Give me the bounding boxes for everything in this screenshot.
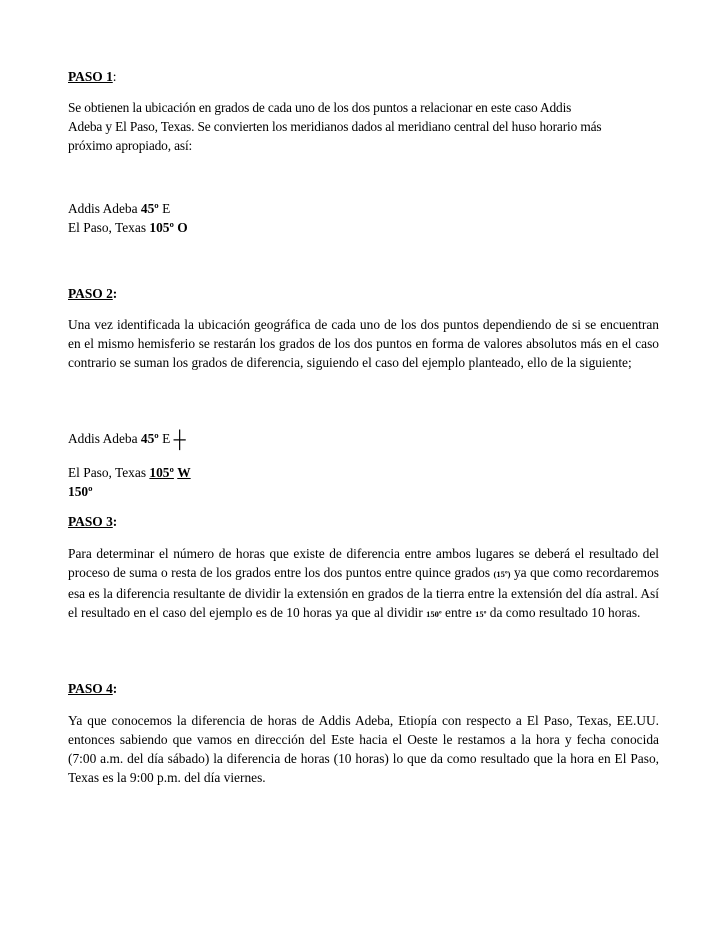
coord-place: El Paso, Texas: [68, 220, 150, 235]
paso4-title: [68, 679, 659, 698]
paso1-paragraph-line: Se obtienen la ubicación en grados de cada uno de los dos puntos a relacionar en este caso Addis: [68, 100, 572, 115]
paso3-small-value: 150º: [426, 609, 442, 619]
paso2-calc-line1: [68, 429, 659, 448]
coord-line-addis: [68, 199, 659, 218]
paso3-text: entre: [441, 605, 476, 620]
paso2-title: [68, 284, 659, 303]
calc-degrees: 105º: [149, 465, 174, 480]
paso3-small-value: 15º: [475, 609, 487, 619]
paso1-colon: :: [112, 69, 117, 84]
paso3-paragraph: [68, 544, 659, 624]
paso3-heading: PASO 3: [68, 514, 113, 529]
paso2-result: [68, 482, 659, 501]
paso4-heading: PASO 4: [68, 681, 113, 696]
plus-cross-symbol: ┼: [173, 430, 186, 449]
paso3-small-value: (15º): [493, 569, 511, 579]
calc-result: 150º: [68, 484, 93, 499]
coord-degrees: 45º: [140, 201, 159, 216]
paso1-heading: PASO 1: [68, 69, 113, 84]
paso1-paragraph: [68, 98, 659, 155]
calc-direction: W: [177, 465, 191, 480]
coord-direction: E: [158, 201, 171, 216]
paso1-paragraph-line: Adeba y El Paso, Texas. Se convierten los meridianos dados al meridiano central del huso horario más: [68, 119, 602, 134]
calc-place: El Paso, Texas: [68, 465, 150, 480]
coord-degrees: 105º O: [149, 220, 188, 235]
paso3-title: [68, 512, 659, 531]
paso4-paragraph: Ya que conocemos la diferencia de horas de Addis Adeba, Etiopía con respecto a El Paso, Texas, EE.UU. entonces sabiendo que vamos en dirección del Este hacia el Oeste le restamos a la hora y fecha conocida (7:00 a.m. del día sábado) la diferencia de horas (10 horas) lo que da como resultado que la hora en El Paso, Texas es la 9:00 p.m. del día viernes.: [68, 713, 659, 785]
paso4-colon: :: [112, 681, 118, 696]
paso2-paragraph: Una vez identificada la ubicación geográfica de cada uno de los dos puntos dependiendo de si se encuentran en el mismo hemisferio se restarán los grados de los dos puntos en forma de valores absolutos más en el caso contrario se suman los grados de diferencia, siguiendo el caso del ejemplo planteado, ello de la siguiente;: [68, 317, 659, 370]
paso1-paragraph-line: próximo apropiado, así:: [68, 138, 193, 153]
paso2-colon: :: [112, 286, 118, 301]
paso1-coords: [68, 199, 659, 237]
paso2-heading: PASO 2: [68, 286, 113, 301]
paso1-title: [68, 67, 659, 86]
calc-direction: E: [158, 431, 174, 446]
paso3-text: Para determinar el número de horas que existe de diferencia entre ambos lugares se deberá el resultado del proceso de suma o resta de los grados entre los dos puntos entre quince grados: [68, 546, 659, 580]
coord-place: Addis Adeba: [68, 201, 141, 216]
coord-line-elpaso: [68, 218, 659, 237]
paso3-text: da como resultado 10 horas.: [486, 605, 641, 620]
paso2-calc-line2: [68, 463, 659, 482]
calc-degrees: 45º: [140, 431, 159, 446]
calc-place: Addis Adeba: [68, 431, 141, 446]
paso3-text: ya que como recordaremos esa es la diferencia resultante de dividir la extensión en grados de la tierra entre la extensión del día astral. Así el resultado en el caso del ejemplo es de 10 horas ya que al dividir: [68, 565, 660, 620]
paso3-colon: :: [112, 514, 118, 529]
paso2-calc-block: [68, 463, 659, 501]
